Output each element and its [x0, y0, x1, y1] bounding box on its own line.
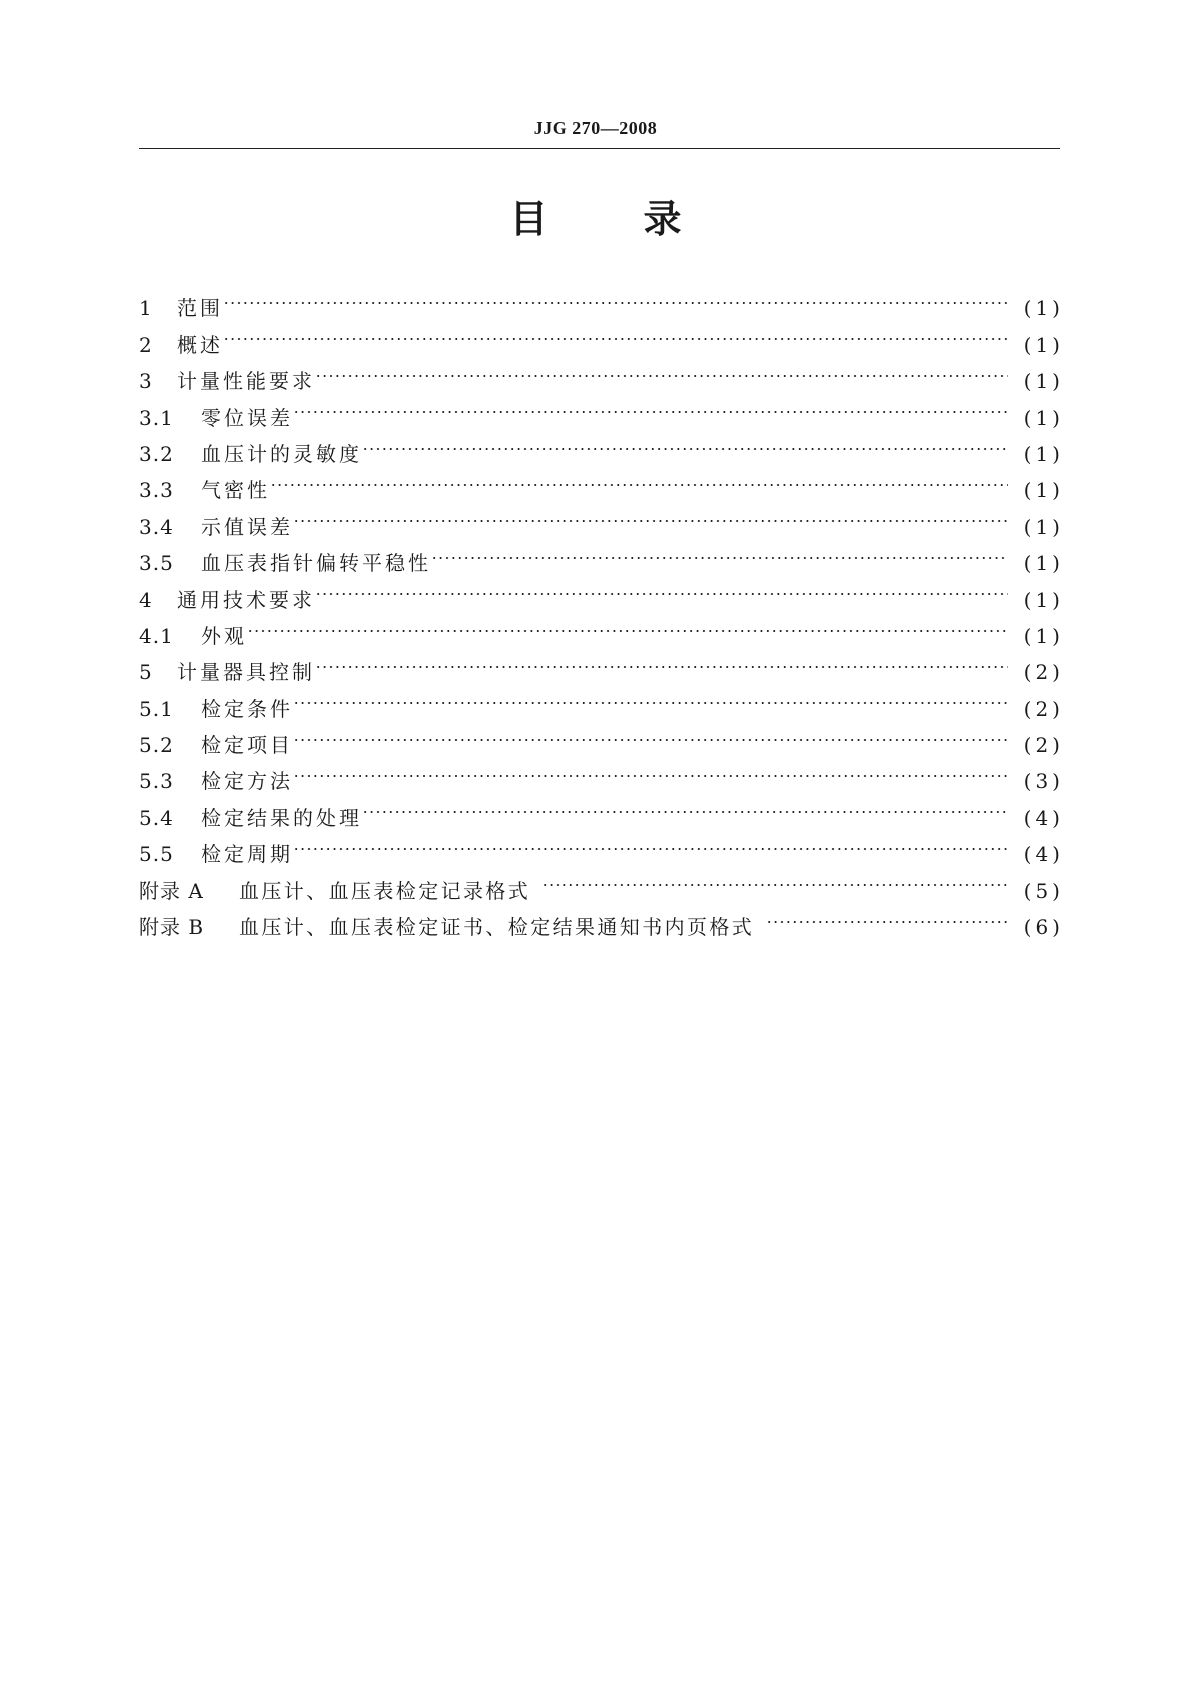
toc-dot-leader [293, 716, 1012, 752]
toc-title-char-2: 录 [643, 197, 682, 241]
toc-entry-number: 3.5 [139, 551, 174, 576]
toc-dot-leader [362, 788, 1012, 824]
toc-entry[interactable] [139, 643, 1064, 685]
toc-entry-number: 4 [139, 587, 153, 612]
toc-entry-number: 5.2 [139, 733, 174, 758]
toc-dot-leader [293, 752, 1012, 788]
toc-entry-page: (4) [1023, 842, 1064, 867]
toc-entry-label: 概述 [177, 332, 223, 357]
toc-dot-leader [293, 825, 1012, 861]
toc-entry-page: (1) [1023, 296, 1064, 321]
toc-entry-number: 3 [139, 369, 153, 394]
toc-entry[interactable] [139, 607, 1064, 648]
toc-entry-label: 血压计的灵敏度 [201, 441, 362, 466]
toc-entry-label: 检定周期 [201, 842, 293, 867]
toc-title-char-1: 目 [509, 197, 548, 241]
toc-entry-label: 计量性能要求 [177, 369, 315, 394]
toc-dot-leader [315, 570, 1012, 606]
toc-entry-number: 5.3 [139, 769, 174, 794]
toc-entry-page: (2) [1023, 696, 1064, 721]
toc-entry-label: 示值误差 [201, 514, 293, 539]
toc-entry-label: 检定项目 [201, 733, 293, 758]
toc-entry-page: (4) [1023, 805, 1064, 830]
toc-entry-label: 计量器具控制 [177, 660, 315, 685]
toc-entry-number: 5 [139, 660, 153, 685]
toc-entry-label: 外观 [201, 623, 247, 648]
toc-entry-number: 附录 A [139, 878, 204, 903]
toc-entry-label: 通用技术要求 [177, 587, 315, 612]
toc-entry-page: (1) [1023, 369, 1064, 394]
toc-entry-label: 检定方法 [201, 769, 293, 794]
toc-entry-number: 3.1 [139, 405, 174, 430]
toc-entry-number: 附录 B [139, 915, 205, 940]
toc-dot-leader [293, 388, 1012, 424]
toc-entry-label: 血压表指针偏转平稳性 [201, 551, 431, 576]
toc-entry-number: 3.4 [139, 514, 174, 539]
toc-dot-leader [362, 425, 1012, 461]
toc-dot-leader [315, 643, 1012, 679]
toc-dot-leader [247, 607, 1012, 643]
header-rule [139, 148, 1060, 149]
toc-entry-page: (1) [1023, 514, 1064, 539]
toc-title [0, 196, 1191, 242]
running-header: JJG 270—2008 [533, 118, 658, 138]
toc-entry-page: (2) [1023, 733, 1064, 758]
toc-entry-number: 3.3 [139, 478, 174, 503]
toc-entry-page: (3) [1023, 769, 1064, 794]
toc-entry-label: 血压计、血压表检定证书、检定结果通知书内页格式 [239, 915, 755, 940]
toc-entry-label: 气密性 [201, 478, 270, 503]
toc-entry[interactable] [139, 315, 1064, 357]
toc-entry-number: 4.1 [139, 623, 174, 648]
toc-entry-number: 1 [139, 296, 153, 321]
toc-dot-leader [431, 534, 1012, 570]
toc-dot-leader [293, 679, 1012, 715]
toc-entry-page: (1) [1023, 551, 1064, 576]
toc-entry-page: (1) [1023, 405, 1064, 430]
toc-entry-label: 检定条件 [201, 696, 293, 721]
toc-entry-page: (5) [1023, 878, 1064, 903]
toc-entry-page: (2) [1023, 660, 1064, 685]
toc-entry-label: 零位误差 [201, 405, 293, 430]
toc-dot-leader [223, 279, 1012, 315]
toc-entry[interactable] [139, 279, 1064, 321]
toc-dot-leader [223, 315, 1012, 351]
toc-dot-leader [293, 497, 1012, 533]
toc-dot-leader [542, 861, 1012, 897]
toc-entry-label: 血压计、血压表检定记录格式 [239, 878, 531, 903]
toc-dot-leader [766, 898, 1012, 934]
toc-entry-page: (1) [1023, 332, 1064, 357]
toc-entry-number: 3.2 [139, 441, 174, 466]
toc-entry[interactable] [139, 461, 1064, 503]
toc-entry-number: 5.1 [139, 696, 174, 721]
toc-entry-page: (1) [1023, 478, 1064, 503]
toc-dot-leader [315, 352, 1012, 388]
toc-entry-label: 范围 [177, 296, 223, 321]
toc-entry-page: (1) [1023, 587, 1064, 612]
toc-list [139, 279, 1064, 940]
toc-entry-page: (1) [1023, 441, 1064, 466]
toc-entry-number: 5.5 [139, 842, 174, 867]
toc-entry-number: 5.4 [139, 805, 174, 830]
toc-entry-page: (6) [1023, 915, 1064, 940]
toc-entry-page: (1) [1023, 623, 1064, 648]
toc-entry[interactable] [139, 497, 1064, 539]
toc-entry[interactable] [139, 352, 1064, 394]
toc-entry-label: 检定结果的处理 [201, 805, 362, 830]
toc-dot-leader [270, 461, 1012, 497]
toc-entry-number: 2 [139, 332, 153, 357]
